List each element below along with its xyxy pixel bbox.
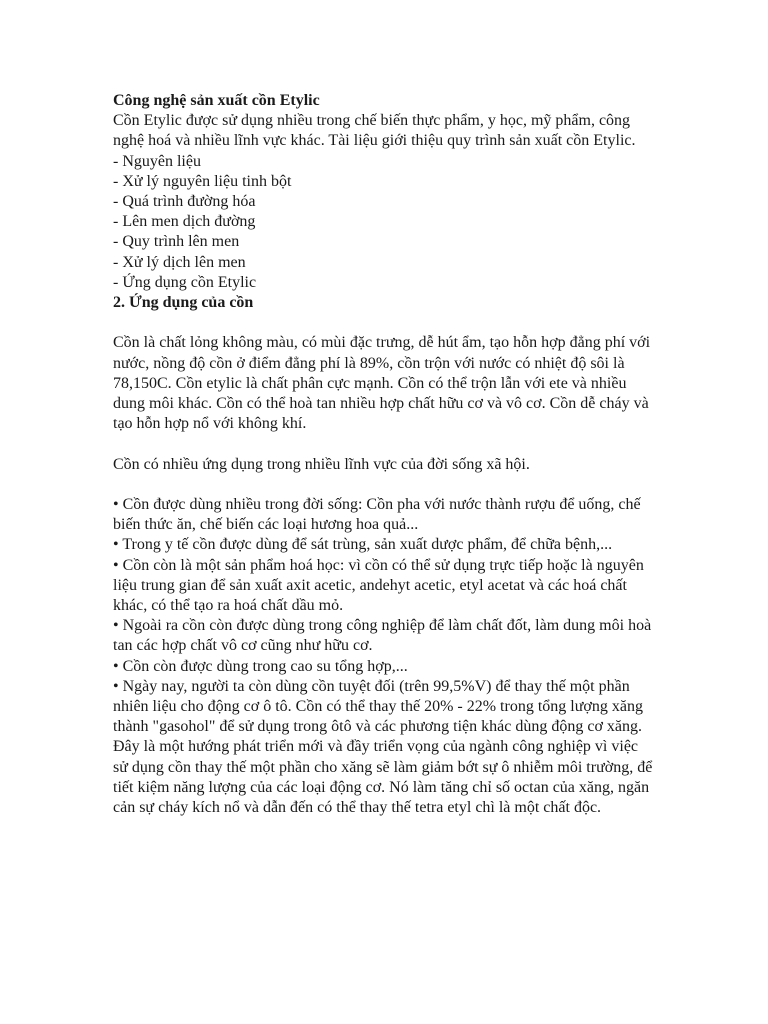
document-page [113,91,653,818]
toc-item: - Nguyên liệu [113,152,201,170]
bullet-item: • Cồn được dùng nhiều trong đời sống: Cồn pha với nước thành rượu để uống, chế biến thức ăn, chế biến các loại hương hoa quả... [113,496,641,534]
bullet-item: • Ngày nay, người ta còn dùng cồn tuyệt đối (trên 99,5%V) để thay thế một phần nhiên liệu cho động cơ ô tô. Cồn có thể thay thế 20% - 22% trong tổng lượng xăng thành "gasohol" để sử dụng trong ôtô và các phương tiện khác dùng động cơ xăng. Đây là một hướng phát triển mới và đầy triển vọng của ngành công nghiệp vì việc sử dụng cồn thay thế một phần cho xăng sẽ làm giảm bớt sự ô nhiễm môi trường, để tiết kiệm năng lượng của các loại động cơ. Nó làm tăng chỉ số octan của xăng, ngăn cản sự cháy kích nổ và dẫn đến có thể thay thế tetra etyl chì là một chất độc. [113,677,653,817]
toc-item: - Quá trình đường hóa [113,193,256,211]
bullet-item: • Cồn còn là một sản phẩm hoá học: vì cồn có thể sử dụng trực tiếp hoặc là nguyên liệu trung gian để sản xuất axit acetic, andehyt acetic, etyl acetat và các hoá chất khác, có thể tạo ra hoá chất dầu mỏ. [113,556,644,615]
bullet-list [113,495,653,818]
bullet-item: • Cồn còn được dùng trong cao su tổng hợp,... [113,657,408,675]
body-paragraph: Cồn có nhiều ứng dụng trong nhiều lĩnh vực của đời sống xã hội. [113,455,530,473]
spacer [113,313,653,333]
toc-item: - Ứng dụng cồn Etylic [113,273,257,291]
document-title: Công nghệ sản xuất cồn Etylic [113,92,320,109]
bullet-item: • Trong y tế cồn được dùng để sát trùng, sản xuất dược phẩm, để chữa bệnh,... [113,536,613,554]
intro-paragraph: Cồn Etylic được sử dụng nhiều trong chế biến thực phẩm, y học, mỹ phẩm, công nghệ hoá và nhiều lĩnh vực khác. Tài liệu giới thiệu quy trình sản xuất cồn Etylic. [113,112,636,150]
toc-list [113,152,653,293]
spacer [113,434,653,454]
body-paragraph: Cồn là chất lỏng không màu, có mùi đặc trưng, dễ hút ẩm, tạo hỗn hợp đẳng phí với nước, nồng độ cồn ở điểm đẳng phí là 89%, cồn trộn với nước có nhiệt độ sôi là 78,150C. Cồn etylic là chất phân cực mạnh. Cồn có thể trộn lẫn với ete và nhiều dung môi khác. Cồn có thể hoà tan nhiều hợp chất hữu cơ và vô cơ. Cồn dễ cháy và tạo hỗn hợp nổ với không khí. [113,334,651,433]
toc-item: - Quy trình lên men [113,233,240,251]
spacer [113,475,653,495]
toc-item: - Lên men dịch đường [113,213,256,231]
section-heading: 2. Ứng dụng của cồn [113,294,254,312]
bullet-item: • Ngoài ra cồn còn được dùng trong công nghiệp để làm chất đốt, làm dung môi hoà tan các hợp chất vô cơ cũng như hữu cơ. [113,617,652,655]
toc-item: - Xử lý dịch lên men [113,253,246,271]
toc-item: - Xử lý nguyên liệu tinh bột [113,172,292,190]
